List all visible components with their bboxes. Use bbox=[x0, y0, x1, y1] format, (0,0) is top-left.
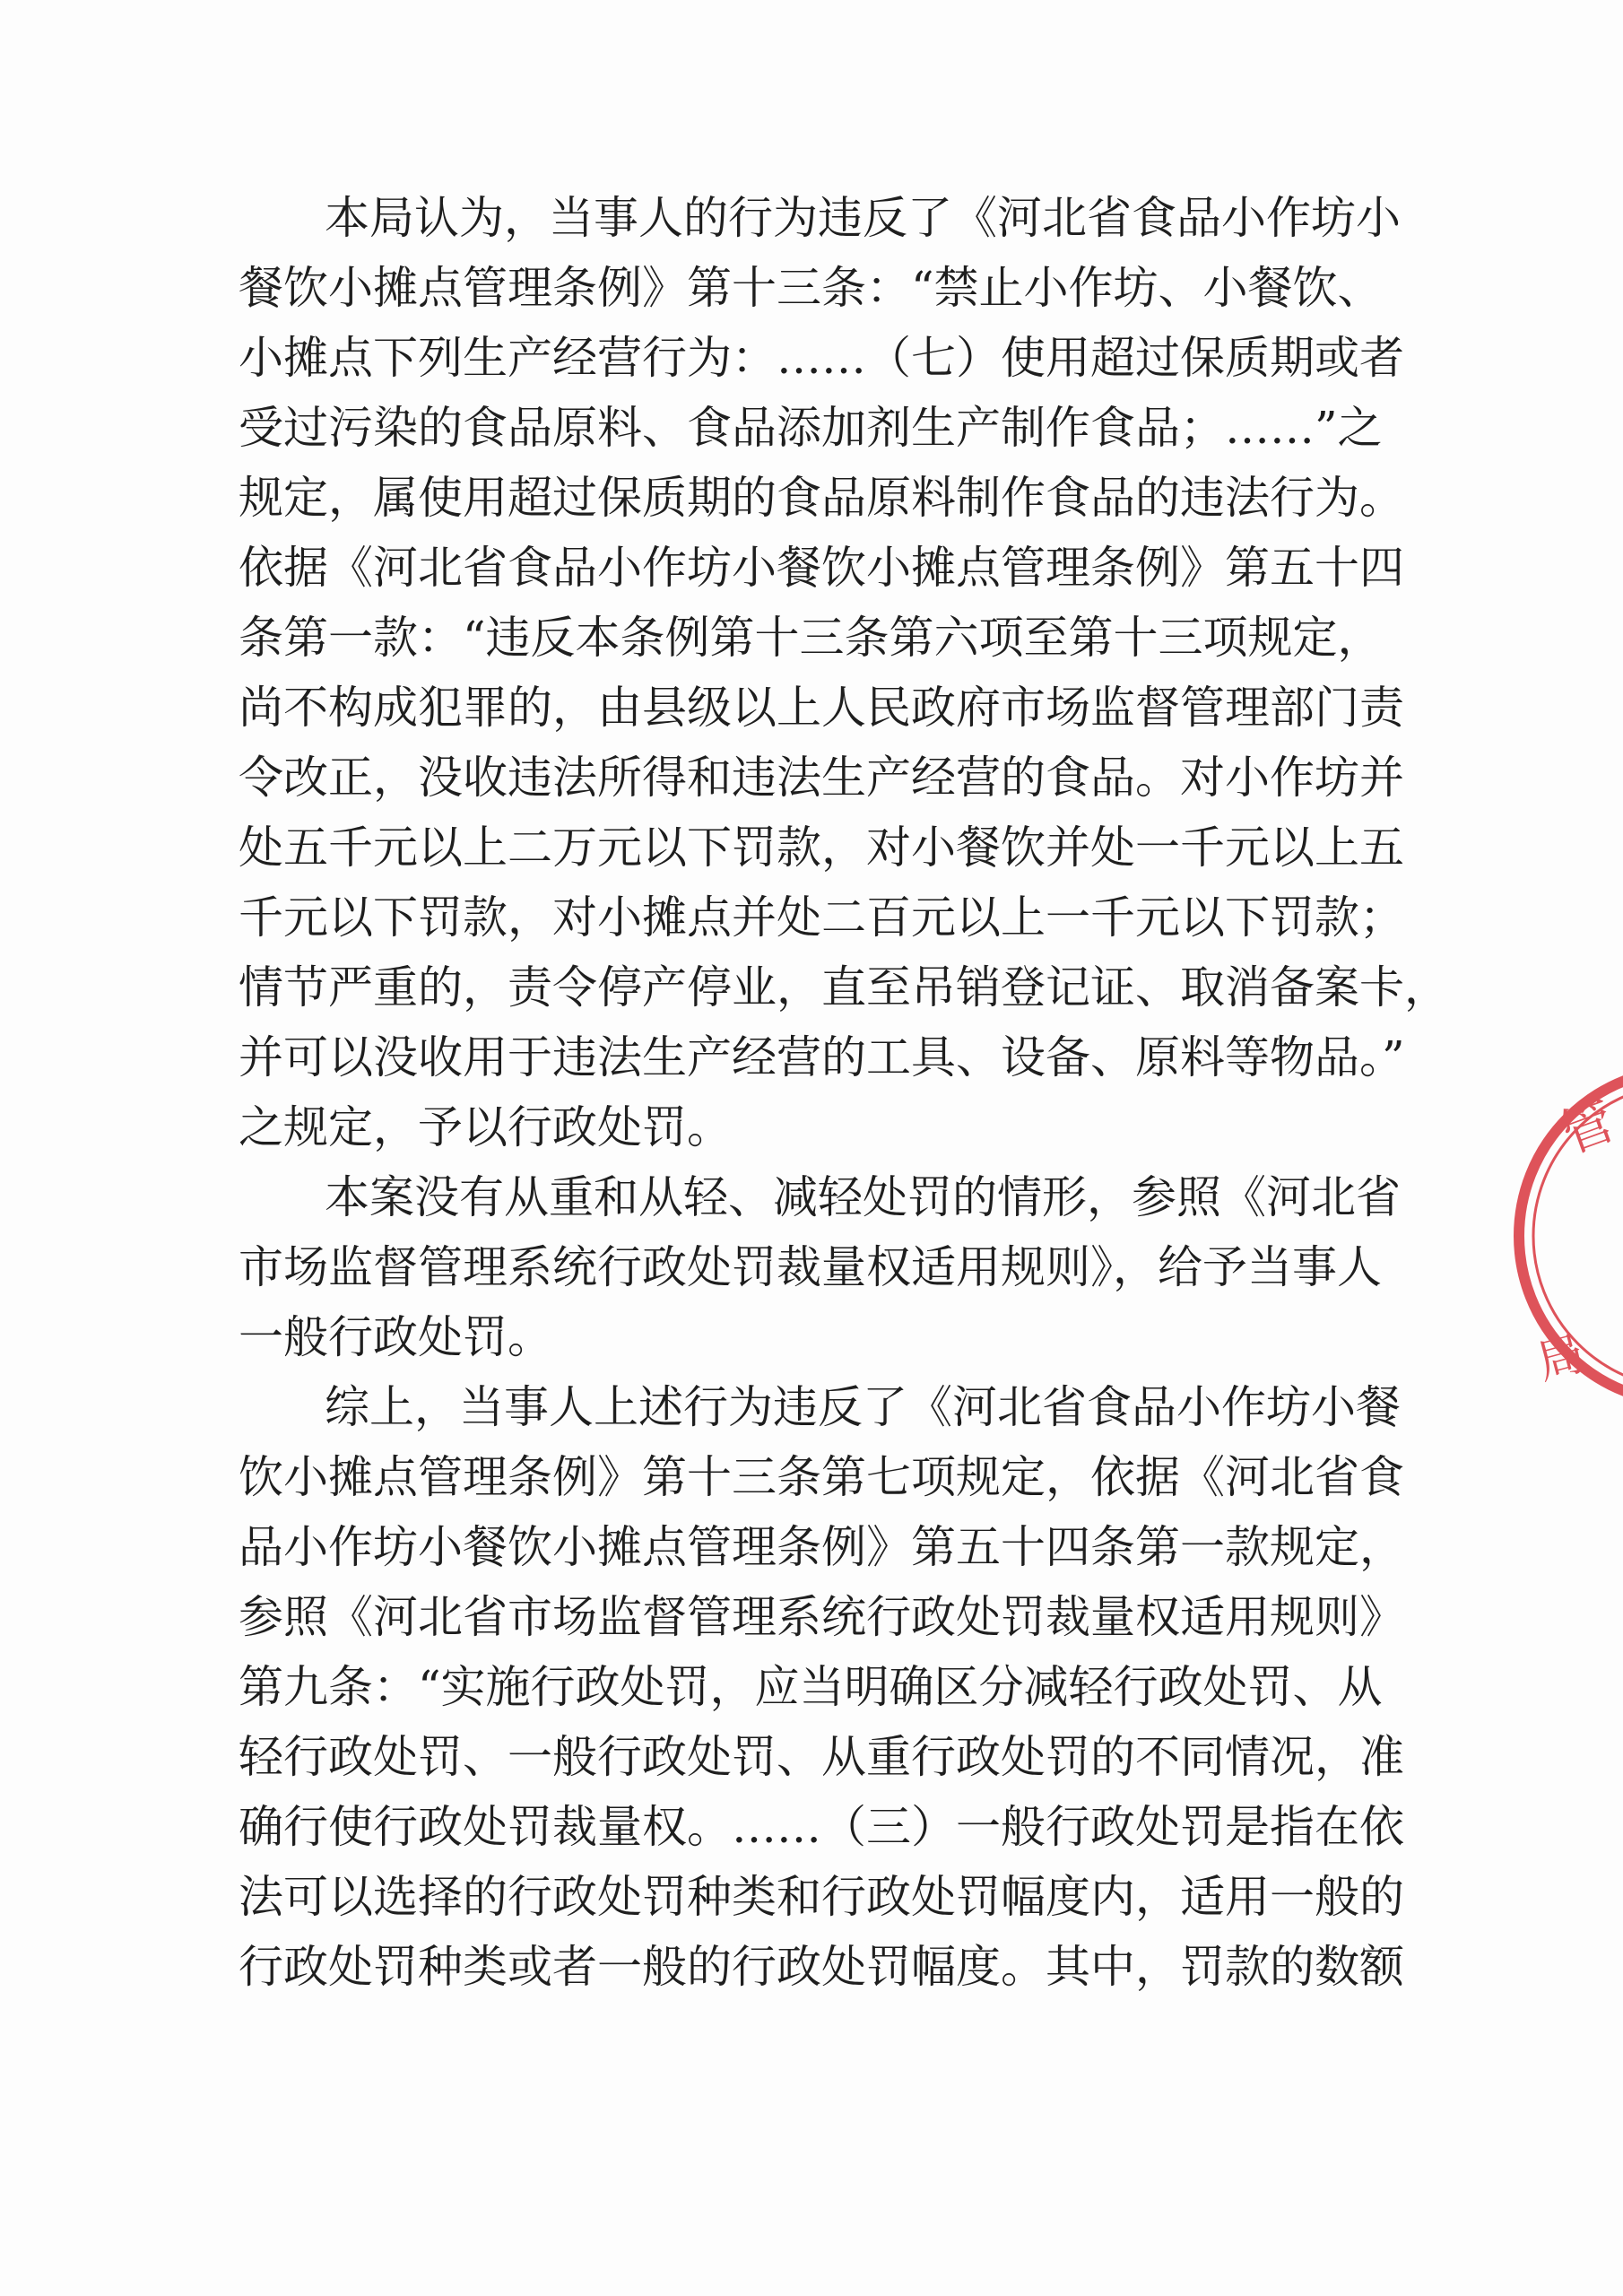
text-line: 尚不构成犯罪的，由县级以上人民政府市场监督管理部门责 bbox=[239, 682, 1404, 734]
text-line: 一般行政处罚。 bbox=[239, 1311, 552, 1363]
text-line: 条第一款：“违反本条例第十三条第六项至第十三项规定， bbox=[239, 612, 1383, 664]
paragraph bbox=[239, 1372, 1404, 2002]
text-line: 综上，当事人上述行为违反了《河北省食品小作坊小餐 bbox=[325, 1381, 1401, 1433]
text-line: 轻行政处罚、一般行政处罚、从重行政处罚的不同情况，准 bbox=[239, 1731, 1404, 1783]
seal-icon bbox=[1519, 1069, 1623, 1403]
text-line: 小摊点下列生产经营行为：……（七）使用超过保质期或者 bbox=[239, 332, 1404, 384]
seal-char-1: 管 bbox=[1552, 1090, 1623, 1166]
text-line: 第九条：“实施行政处罚，应当明确区分减轻行政处罚、从 bbox=[239, 1661, 1383, 1713]
text-line: 品小作坊小餐饮小摊点管理条例》第五十四条第一款规定， bbox=[239, 1521, 1404, 1573]
document-body bbox=[239, 183, 1449, 2002]
text-line: 参照《河北省市场监督管理系统行政处罚裁量权适用规则》 bbox=[239, 1591, 1404, 1643]
paragraph bbox=[239, 1162, 1401, 1372]
text-line: 法可以选择的行政处罚种类和行政处罚幅度内，适用一般的 bbox=[239, 1871, 1404, 1923]
text-line: 餐饮小摊点管理条例》第十三条：“禁止小作坊、小餐饮、 bbox=[239, 262, 1383, 314]
text-line: 依据《河北省食品小作坊小餐饮小摊点管理条例》第五十四 bbox=[239, 542, 1404, 594]
text-line: 规定，属使用超过保质期的食品原料制作食品的违法行为。 bbox=[239, 472, 1404, 524]
text-line: 之规定，予以行政处罚。 bbox=[239, 1101, 732, 1153]
text-line: 本局认为，当事人的行为违反了《河北省食品小作坊小 bbox=[325, 192, 1401, 244]
text-line: 受过污染的食品原料、食品添加剂生产制作食品；……”之 bbox=[239, 402, 1383, 454]
text-line: 行政处罚种类或者一般的行政处罚幅度。其中，罚款的数额 bbox=[239, 1941, 1404, 1993]
text-line: 确行使行政处罚裁量权。……（三）一般行政处罚是指在依 bbox=[239, 1801, 1404, 1853]
text-line: 本案没有从重和从轻、减轻处罚的情形，参照《河北省 bbox=[325, 1171, 1401, 1223]
text-line: 千元以下罚款，对小摊点并处二百元以上一千元以下罚款； bbox=[239, 891, 1404, 944]
text-line: 市场监督管理系统行政处罚裁量权适用规则》，给予当事人 bbox=[239, 1241, 1382, 1293]
text-line: 令改正，没收违法所得和违法生产经营的食品。对小作坊并 bbox=[239, 752, 1404, 804]
paragraph bbox=[239, 183, 1449, 1162]
seal-char-2: 局 bbox=[1531, 1326, 1591, 1391]
text-line: 饮小摊点管理条例》第十三条第七项规定，依据《河北省食 bbox=[239, 1451, 1404, 1503]
text-line: 处五千元以上二万元以下罚款，对小餐饮并处一千元以上五 bbox=[239, 822, 1404, 874]
official-seal-stamp bbox=[1506, 1057, 1623, 1415]
text-line: 并可以没收用于违法生产经营的工具、设备、原料等物品。” bbox=[239, 1031, 1405, 1083]
text-line: 情节严重的，责令停产停业，直至吊销登记证、取消备案卡， bbox=[239, 961, 1449, 1013]
